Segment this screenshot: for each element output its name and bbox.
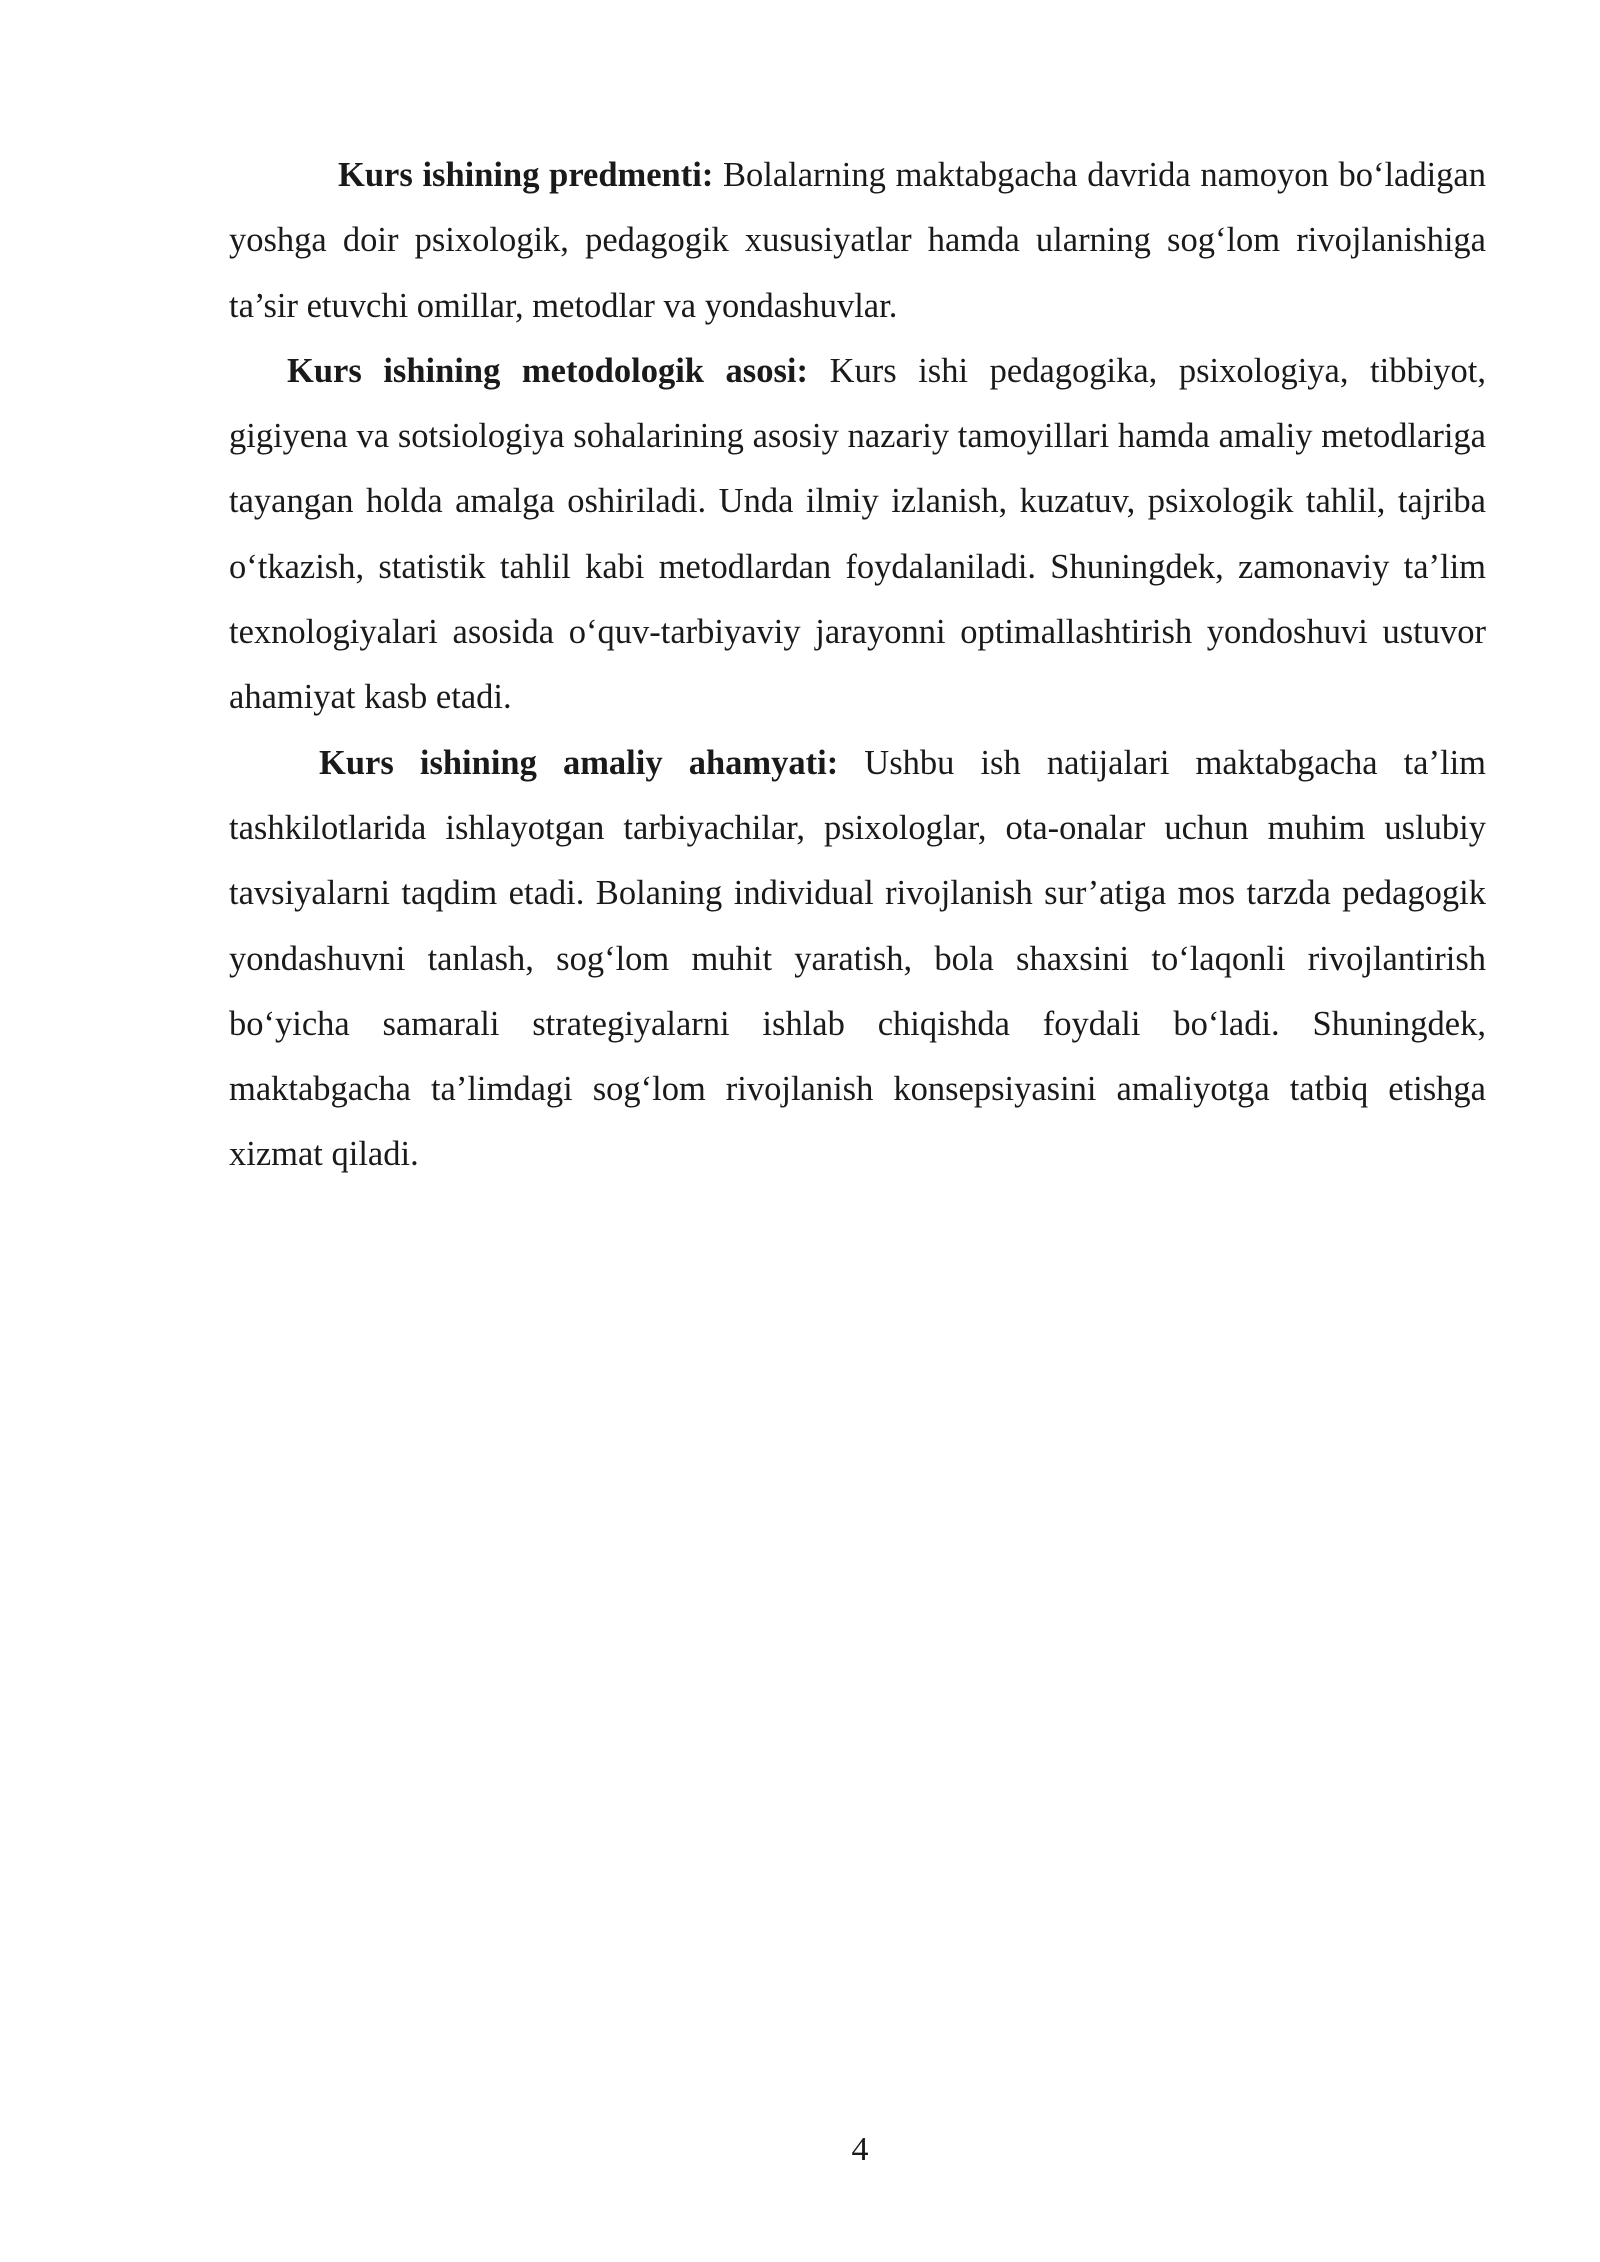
body-text: [229, 143, 1486, 1188]
paragraph-body-methodology: Kurs ishi pedagogika, psixologiya, tibbiyot, gigiyena va sotsiologiya sohalarining asosiy nazariy tamoyillari hamda amaliy metodlariga tayangan holda amalga oshiriladi. Unda ilmiy izlanish, kuzatuv, psixologik tahlil, tajriba oʻtkazish, statistik tahlil kabi metodlardan foydalaniladi. Shuningdek, zamonaviy ta’lim texnologiyalari asosida oʻquv-tarbiyaviy jarayonni optimallashtirish yondoshuvi ustuvor ahamiyat kasb etadi.: [229, 351, 1486, 717]
paragraph-lead-subject: Kurs ishining predmenti:: [338, 156, 714, 194]
paragraph-lead-practical-significance: Kurs ishining amaliy ahamyati:: [319, 743, 839, 782]
paragraph-practical-significance: [229, 731, 1486, 1188]
paragraph-methodology: [229, 339, 1486, 731]
paragraph-body-practical-significance: Ushbu ish natijalari maktabgacha ta’lim tashkilotlarida ishlayotgan tarbiyachilar, psixologlar, ota-onalar uchun muhim uslubiy tavsiyalarni taqdim etadi. Bolaning individual rivojlanish sur’atiga mos tarzda pedagogik yondashuvni tanlash, sogʻlom muhit yaratish, bola shaxsini toʻlaqonli rivojlantirish boʻyicha samarali strategiyalarni ishlab chiqishda foydali boʻladi. Shuningdek, maktabgacha ta’limdagi sogʻlom rivojlanish konsepsiyasini amaliyotga tatbiq etishga xizmat qiladi.: [229, 743, 1486, 1174]
page-number: 4: [851, 2131, 869, 2168]
paragraph-body-subject: Bolalarning maktabgacha davrida namoyon boʻladigan yoshga doir psixologik, pedagogik xususiyatlar hamda ularning sogʻlom rivojlanishiga ta’sir etuvchi omillar, metodlar va yondashuvlar.: [229, 156, 1486, 325]
paragraph-subject: [229, 143, 1486, 339]
paragraph-lead-methodology: Kurs ishining metodologik asosi:: [287, 351, 808, 390]
